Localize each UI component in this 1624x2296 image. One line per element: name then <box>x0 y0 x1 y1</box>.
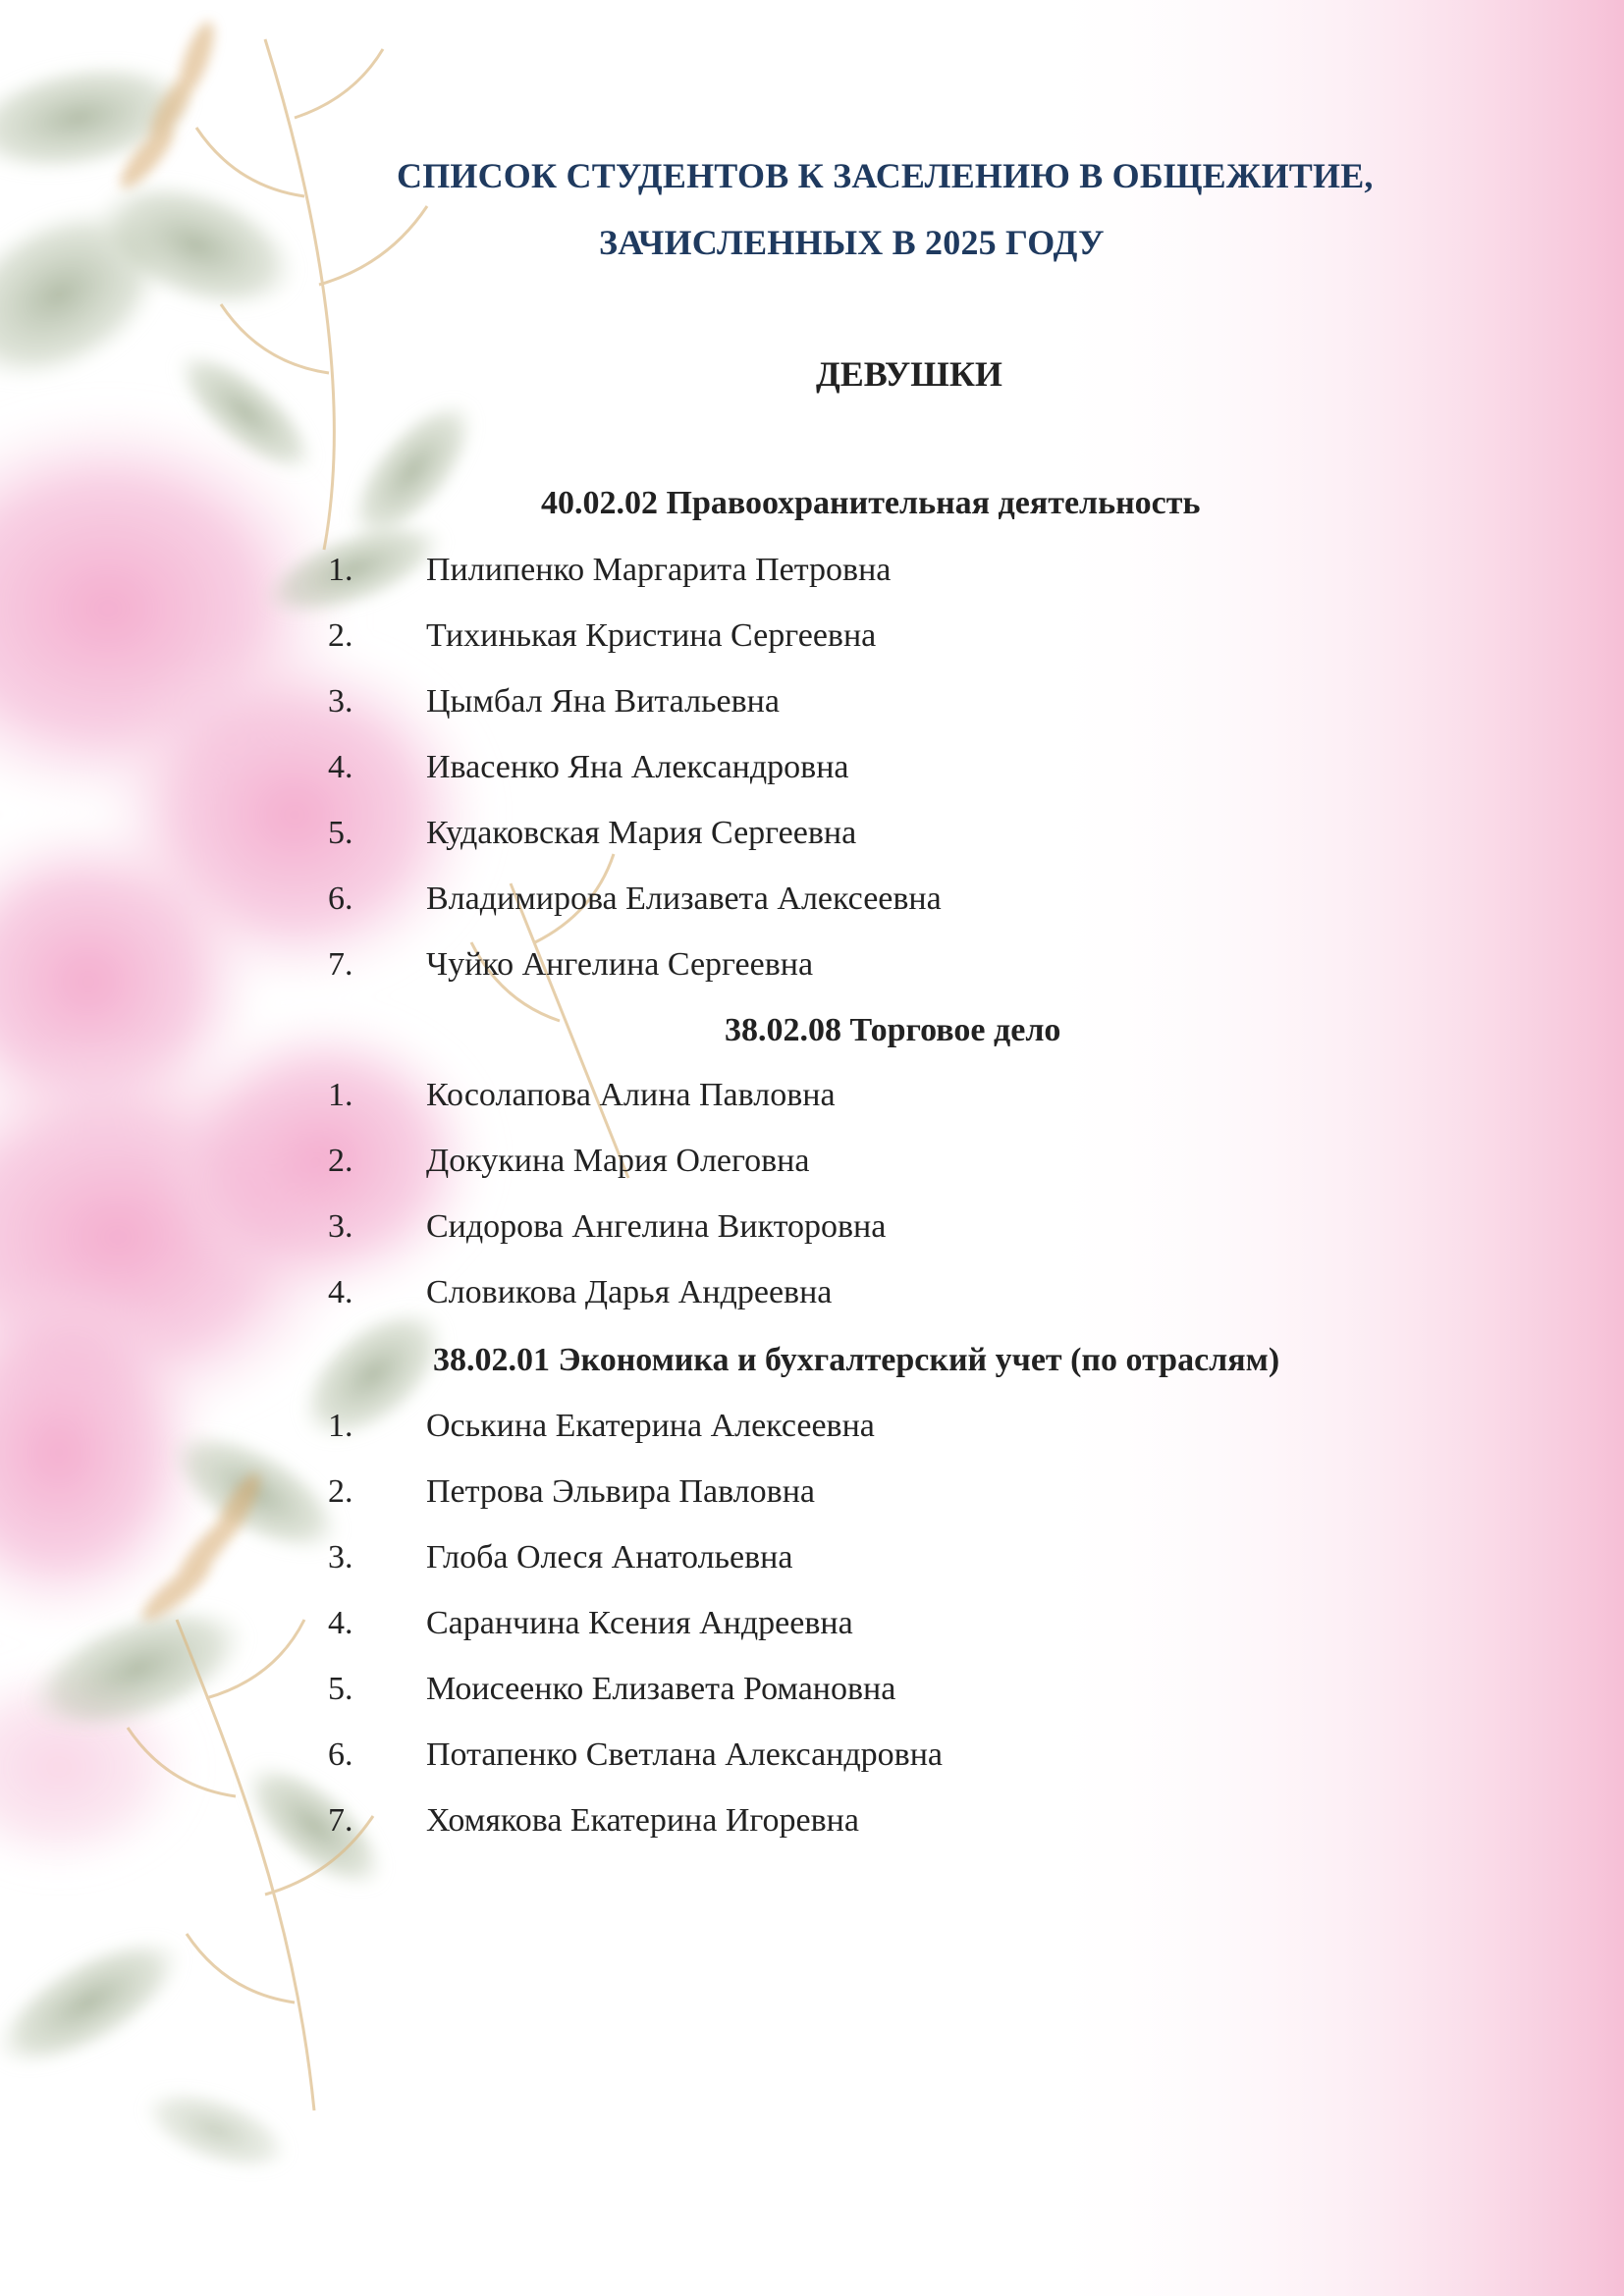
student-name: Тихинькая Кристина Сергеевна <box>426 617 877 654</box>
student-name: Хомякова Екатерина Игоревна <box>426 1802 859 1839</box>
student-name: Чуйко Ангелина Сергеевна <box>426 946 814 983</box>
section-title: 40.02.02 Правоохранительная деятельность <box>541 485 1201 521</box>
item-number: 6. <box>328 1736 353 1773</box>
list-item <box>0 1208 887 1252</box>
student-name: Сидорова Ангелина Викторовна <box>426 1208 887 1245</box>
student-name: Словикова Дарья Андреевна <box>426 1274 833 1310</box>
list-item <box>0 1736 943 1780</box>
student-name: Докукина Мария Олеговна <box>426 1143 810 1179</box>
item-number: 4. <box>328 749 353 785</box>
section-title: 38.02.08 Торговое дело <box>725 1012 1061 1048</box>
list-item <box>0 881 942 924</box>
item-number: 2. <box>328 617 353 654</box>
item-number: 6. <box>328 881 353 917</box>
student-name: Косолапова Алина Павловна <box>426 1077 836 1113</box>
list-item <box>0 617 884 661</box>
item-number: 7. <box>328 946 353 983</box>
list-item <box>0 1605 884 1648</box>
document-title-line-2: ЗАЧИСЛЕННЫХ В 2025 ГОДУ <box>599 223 1105 262</box>
list-item <box>0 1539 884 1582</box>
list-item <box>0 1802 884 1845</box>
item-number: 1. <box>328 1077 353 1113</box>
item-number: 7. <box>328 1802 353 1839</box>
student-name: Пилипенко Маргарита Петровна <box>426 552 892 588</box>
section-title: 38.02.01 Экономика и бухгалтерский учет (по отраслям) <box>433 1342 1280 1378</box>
item-number: 1. <box>328 1408 353 1444</box>
student-name: Кудаковская Мария Сергеевна <box>426 815 857 851</box>
list-item <box>0 1671 896 1714</box>
student-name: Петрова Эльвира Павловна <box>426 1473 815 1510</box>
list-item <box>0 683 884 726</box>
student-name: Глоба Олеся Анатольевна <box>426 1539 793 1575</box>
list-item <box>0 815 884 858</box>
student-name: Потапенко Светлана Александровна <box>426 1736 943 1773</box>
group-subtitle: ДЕВУШКИ <box>816 354 1002 394</box>
student-name: Владимирова Елизавета Алексеевна <box>426 881 942 917</box>
list-item <box>0 552 892 595</box>
list-item <box>0 946 884 989</box>
item-number: 2. <box>328 1473 353 1510</box>
list-item <box>0 1473 884 1517</box>
student-name: Моисеенко Елизавета Романовна <box>426 1671 896 1707</box>
list-item <box>0 1077 884 1120</box>
document-title-line-1: СПИСОК СТУДЕНТОВ К ЗАСЕЛЕНИЮ В ОБЩЕЖИТИЕ, <box>397 156 1374 195</box>
student-name: Ивасенко Яна Александровна <box>426 749 849 785</box>
list-item <box>0 749 884 792</box>
student-name: Оськина Екатерина Алексеевна <box>426 1408 875 1444</box>
item-number: 5. <box>328 1671 353 1707</box>
item-number: 4. <box>328 1605 353 1641</box>
student-name: Цымбал Яна Витальевна <box>426 683 780 720</box>
item-number: 1. <box>328 552 353 588</box>
item-number: 5. <box>328 815 353 851</box>
item-number: 3. <box>328 1208 353 1245</box>
list-item <box>0 1274 884 1317</box>
list-item <box>0 1143 884 1186</box>
item-number: 3. <box>328 1539 353 1575</box>
list-item <box>0 1408 884 1451</box>
student-name: Саранчина Ксения Андреевна <box>426 1605 853 1641</box>
item-number: 3. <box>328 683 353 720</box>
item-number: 2. <box>328 1143 353 1179</box>
item-number: 4. <box>328 1274 353 1310</box>
